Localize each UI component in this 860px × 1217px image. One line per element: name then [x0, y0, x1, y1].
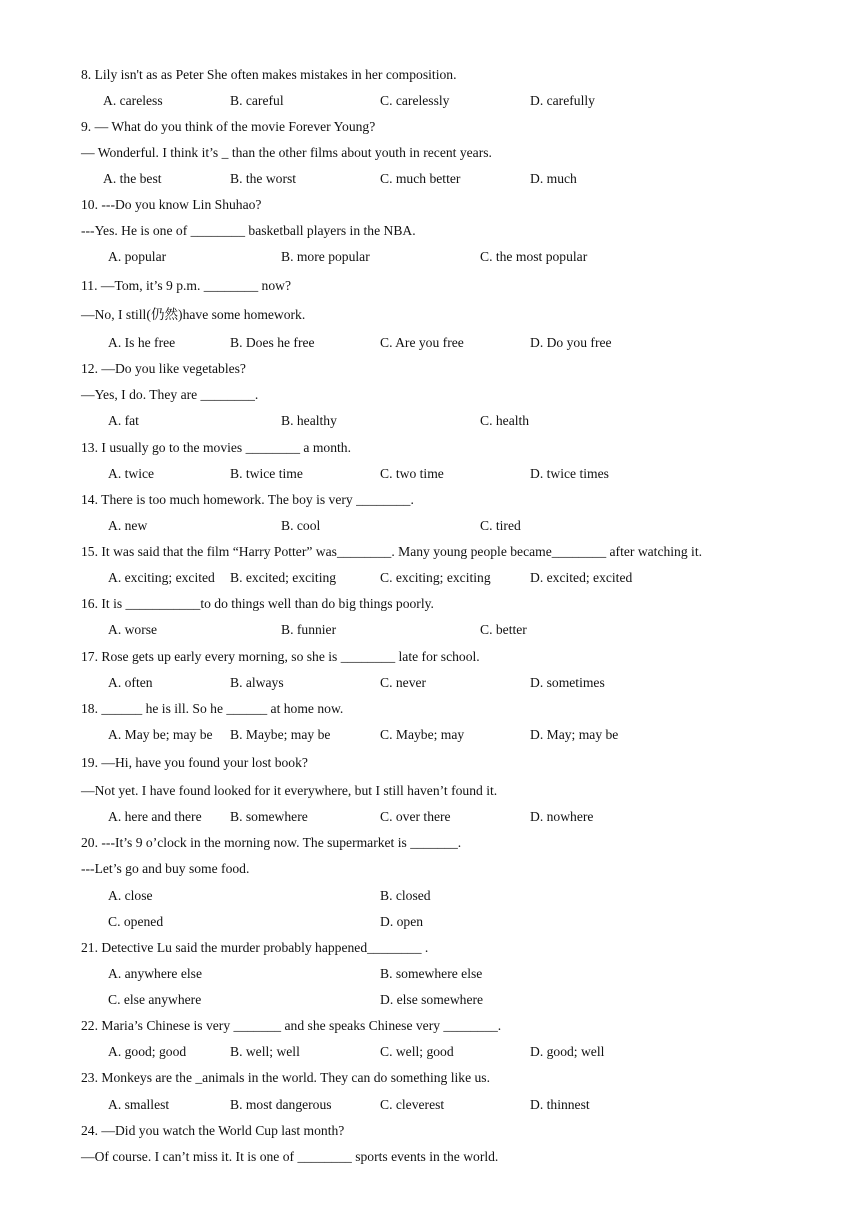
answer-option: D. May; may be [530, 727, 619, 742]
answer-option: B. most dangerous [230, 1097, 332, 1112]
answer-option: B. cool [281, 518, 321, 533]
answer-option: D. Do you free [530, 335, 612, 350]
answer-option: C. the most popular [480, 249, 588, 264]
question-stem: 15. It was said that the film “Harry Potter” was________. Many young people became________ after watching it. [81, 544, 702, 559]
answer-option: D. much [530, 171, 577, 186]
answer-option: C. much better [380, 171, 461, 186]
question-stem: —Of course. I can’t miss it. It is one of ________ sports events in the world. [81, 1149, 499, 1164]
answer-option: A. Is he free [108, 335, 176, 350]
question-stem: 23. Monkeys are the _animals in the world. They can do something like us. [81, 1070, 490, 1085]
answer-option: C. never [380, 675, 427, 690]
answer-option: D. else somewhere [380, 992, 484, 1007]
answer-option: D. carefully [530, 93, 595, 108]
question-stem: 12. —Do you like vegetables? [81, 361, 246, 376]
question-stem: —No, I still(仍然)have some homework. [81, 307, 306, 322]
answer-option: C. opened [108, 914, 164, 929]
question-stem: 10. ---Do you know Lin Shuhao? [81, 197, 262, 212]
answer-option: C. over there [380, 809, 451, 824]
question-stem: 9. — What do you think of the movie Forever Young? [81, 119, 376, 134]
answer-option: B. funnier [281, 622, 337, 637]
answer-option: C. Are you free [380, 335, 464, 350]
answer-option: D. sometimes [530, 675, 605, 690]
answer-option: C. else anywhere [108, 992, 202, 1007]
answer-option: B. closed [380, 888, 431, 903]
answer-option: D. excited; excited [530, 570, 633, 585]
answer-option: B. always [230, 675, 284, 690]
answer-option: A. smallest [108, 1097, 170, 1112]
answer-option: B. healthy [281, 413, 337, 428]
question-stem: 13. I usually go to the movies ________ a month. [81, 440, 351, 455]
answer-option: C. carelessly [380, 93, 450, 108]
answer-option: A. fat [108, 413, 139, 428]
answer-option: C. exciting; exciting [380, 570, 491, 585]
question-stem: 16. It is ___________to do things well than do big things poorly. [81, 596, 434, 611]
answer-option: C. two time [380, 466, 444, 481]
answer-option: B. more popular [281, 249, 370, 264]
answer-option: B. twice time [230, 466, 303, 481]
answer-option: B. careful [230, 93, 284, 108]
answer-option: C. cleverest [380, 1097, 445, 1112]
answer-option: A. exciting; excited [108, 570, 215, 585]
question-stem: ---Let’s go and buy some food. [81, 861, 250, 876]
answer-option: D. good; well [530, 1044, 605, 1059]
answer-option: A. May be; may be [108, 727, 213, 742]
answer-option: B. Does he free [230, 335, 315, 350]
answer-option: D. open [380, 914, 424, 929]
question-stem: 22. Maria’s Chinese is very _______ and she speaks Chinese very ________. [81, 1018, 502, 1033]
answer-option: C. tired [480, 518, 521, 533]
answer-option: B. the worst [230, 171, 297, 186]
answer-option: B. somewhere else [380, 966, 483, 981]
answer-option: D. twice times [530, 466, 609, 481]
answer-option: A. careless [103, 93, 163, 108]
answer-option: A. close [108, 888, 153, 903]
question-stem: 14. There is too much homework. The boy is very ________. [81, 492, 414, 507]
question-stem: — Wonderful. I think it’s _ than the other films about youth in recent years. [81, 145, 492, 160]
answer-option: A. worse [108, 622, 158, 637]
answer-option: C. better [480, 622, 527, 637]
answer-option: A. popular [108, 249, 167, 264]
question-stem: 17. Rose gets up early every morning, so she is ________ late for school. [81, 649, 480, 664]
answer-option: A. often [108, 675, 153, 690]
question-stem: 20. ---It’s 9 o’clock in the morning now. The supermarket is _______. [81, 835, 462, 850]
answer-option: A. new [108, 518, 148, 533]
answer-option: D. nowhere [530, 809, 594, 824]
answer-option: C. well; good [380, 1044, 454, 1059]
answer-option: B. somewhere [230, 809, 308, 824]
question-stem: 11. —Tom, it’s 9 p.m. ________ now? [81, 278, 291, 293]
answer-option: A. here and there [108, 809, 202, 824]
question-stem: —Not yet. I have found looked for it everywhere, but I still haven’t found it. [81, 783, 498, 798]
question-stem: 8. Lily isn't as as Peter She often makes mistakes in her composition. [81, 67, 457, 82]
question-stem: ---Yes. He is one of ________ basketball players in the NBA. [81, 223, 416, 238]
question-stem: 19. —Hi, have you found your lost book? [81, 755, 308, 770]
question-stem: —Yes, I do. They are ________. [81, 387, 259, 402]
answer-option: D. thinnest [530, 1097, 590, 1112]
answer-option: B. excited; exciting [230, 570, 337, 585]
answer-option: C. Maybe; may [380, 727, 465, 742]
answer-option: A. anywhere else [108, 966, 202, 981]
question-stem: 21. Detective Lu said the murder probably happened________ . [81, 940, 429, 955]
question-stem: 24. —Did you watch the World Cup last month? [81, 1123, 345, 1138]
answer-option: A. good; good [108, 1044, 187, 1059]
answer-option: B. Maybe; may be [230, 727, 331, 742]
answer-option: B. well; well [230, 1044, 300, 1059]
answer-option: A. the best [103, 171, 162, 186]
answer-option: A. twice [108, 466, 155, 481]
answer-option: C. health [480, 413, 530, 428]
question-stem: 18. ______ he is ill. So he ______ at home now. [81, 701, 344, 716]
